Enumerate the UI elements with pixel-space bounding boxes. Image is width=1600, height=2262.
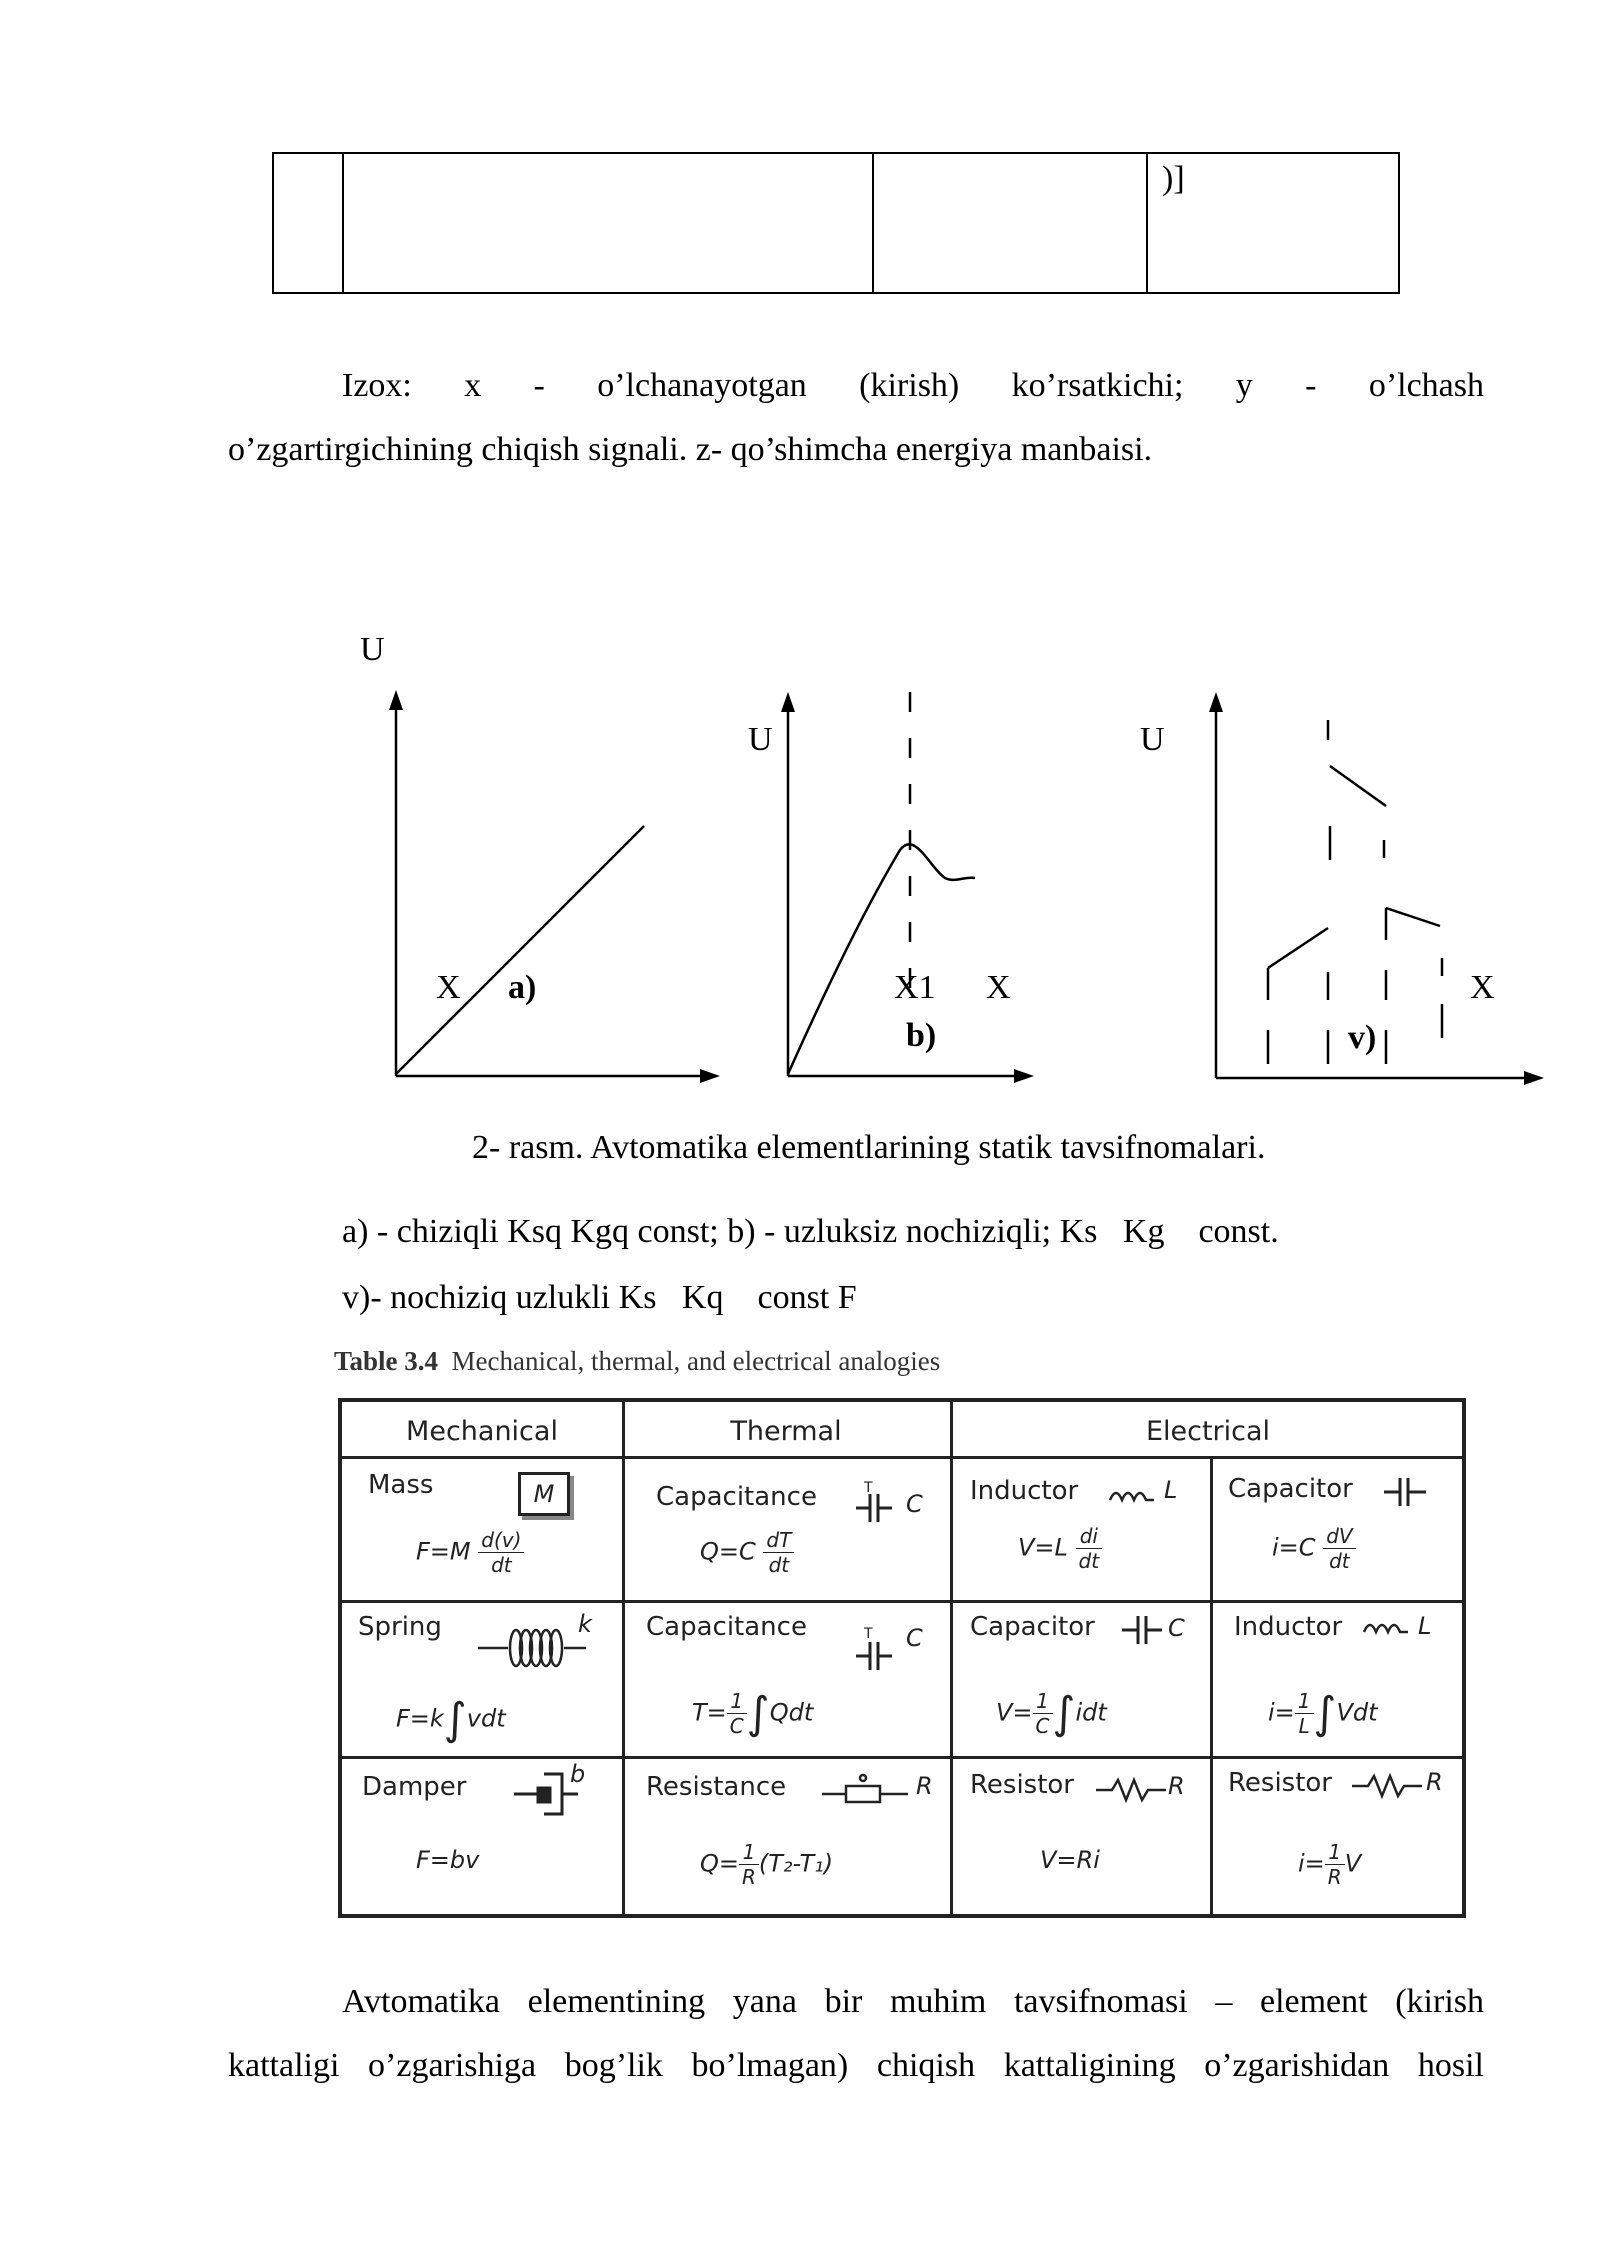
- body-line-2: kattaligi o’zgarishiga bog’lik bo’lmagan) chiqish kattaligining o’zgarishidan hosil: [228, 2047, 1484, 2084]
- cell-label: Resistor: [1228, 1768, 1332, 1798]
- formula-damper: F=bv: [416, 1846, 480, 1874]
- cell-label: Inductor: [970, 1476, 1079, 1506]
- graph-b-x1-label: X1: [894, 969, 936, 1006]
- analogies-table-number: Table 3.4: [334, 1346, 439, 1376]
- col-divider: [622, 1402, 625, 1914]
- inductor-symbol: L: [1164, 1476, 1178, 1504]
- formula-thermal-resistance: Q= $\frac{1}{R}$ (T₂-T₁): [700, 1840, 834, 1889]
- header-thermal: Thermal: [730, 1416, 842, 1447]
- table-divider: [342, 154, 344, 292]
- spring-icon: [478, 1614, 588, 1674]
- graph-v-y-label: U: [1140, 721, 1165, 758]
- cell-label: Capacitor: [970, 1612, 1095, 1642]
- cell-label: Capacitance: [656, 1482, 817, 1512]
- resistor-icon: [1096, 1774, 1168, 1804]
- formula-mass: F=M $\frac{d(v)}{dt}$: [416, 1528, 524, 1577]
- formula-resistor-voltage: V=Ri: [1040, 1846, 1100, 1874]
- formula-inductor-integral: i= $\frac{1}{L}$ ∫Vdt: [1268, 1688, 1378, 1739]
- inductor-symbol: L: [1418, 1612, 1432, 1640]
- thermal-resistor-icon: [822, 1772, 912, 1808]
- thermal-capacitance-icon: [854, 1480, 914, 1530]
- graph-v-tag: v): [1348, 1019, 1377, 1056]
- analogies-table-title: Mechanical, thermal, and electrical analogies: [451, 1346, 941, 1376]
- figure-caption: 2- rasm. Avtomatika elementlarining statik tavsifnomalari.: [472, 1129, 1266, 1166]
- inductor-icon: [1108, 1484, 1158, 1504]
- table-cell-text: )]: [1162, 160, 1185, 197]
- cell-label: Damper: [362, 1772, 467, 1802]
- row-divider: [342, 1756, 1462, 1759]
- figure-desc-2: v)- nochiziq uzlukli Ks Kq const F: [342, 1279, 857, 1316]
- cell-label: Mass: [368, 1470, 434, 1500]
- cell-label: Capacitor: [1228, 1474, 1353, 1504]
- capacitor-icon: [1120, 1610, 1170, 1650]
- graph-a-y-label: U: [360, 631, 385, 668]
- thermal-capacitance-icon: [854, 1624, 904, 1674]
- note-line-1: Izox: x - o’lchanayotgan (kirish) ko’rsatkichi; y - o’lchash: [342, 367, 1484, 404]
- graph-a-linear-line: [396, 826, 644, 1074]
- col-divider: [1210, 1456, 1213, 1914]
- graph-a-x-label: X: [436, 969, 461, 1006]
- table-divider: [1146, 154, 1148, 292]
- formula-spring: F=k∫vdt: [396, 1694, 506, 1745]
- analogies-table-caption: [334, 1346, 940, 1377]
- cell-label: Inductor: [1234, 1612, 1343, 1642]
- graph-b-nonlinear-curve: [788, 844, 975, 1074]
- cell-label: Spring: [358, 1612, 442, 1642]
- formula-capacitor: i=C $\frac{dV}{dt}$: [1272, 1524, 1356, 1573]
- cell-label: Resistor: [970, 1770, 1074, 1800]
- analogies-table: [338, 1398, 1466, 1918]
- inductor-icon: [1362, 1616, 1412, 1636]
- formula-resistor-current: i= $\frac{1}{R}$ V: [1298, 1840, 1362, 1889]
- mass-icon: M: [518, 1472, 570, 1516]
- formula-inductor: V=L $\frac{di}{dt}$: [1018, 1524, 1102, 1573]
- cell-label: Resistance: [646, 1772, 787, 1802]
- graph-v-step-2: [1386, 908, 1440, 926]
- graph-b-x-label: X: [986, 969, 1011, 1006]
- svg-text:T: T: [864, 1626, 873, 1642]
- graph-b-y-label: U: [748, 721, 773, 758]
- graph-v-x-label: X: [1470, 969, 1495, 1006]
- cell-label: Capacitance: [646, 1612, 807, 1642]
- capacitor-symbol: C: [1168, 1614, 1185, 1642]
- header-electrical: Electrical: [1145, 1416, 1271, 1447]
- graph-b-tag: b): [906, 1017, 937, 1054]
- spring-symbol: k: [578, 1610, 592, 1638]
- note-line-2: o’zgartirgichining chiqish signali. z- qo’shimcha energiya manbaisi.: [228, 431, 1153, 468]
- formula-thermal-integral: T= $\frac{1}{C}$ ∫Qdt: [692, 1688, 814, 1739]
- formula-thermal-capacitance: Q=C $\frac{dT}{dt}$: [700, 1528, 794, 1577]
- body-line-1: Avtomatika elementining yana bir muhim tavsifnomasi – element (kirish: [342, 1983, 1484, 2020]
- figure-desc-1: a) - chiziqli Ksq Kgq const; b) - uzluksiz nochiziqli; Ks Kg const.: [342, 1213, 1279, 1250]
- resistor-symbol: R: [1168, 1772, 1185, 1800]
- thermal-capacitance-symbol: C: [906, 1624, 923, 1652]
- row-divider: [342, 1600, 1462, 1603]
- graph-a-tag: a): [508, 969, 537, 1006]
- formula-capacitor-integral: V= $\frac{1}{C}$ ∫idt: [996, 1688, 1107, 1739]
- row-divider: [342, 1456, 1462, 1459]
- thermal-capacitance-symbol: C: [906, 1490, 923, 1518]
- graph-v-step-1: [1268, 928, 1328, 968]
- resistor-icon: [1352, 1770, 1424, 1800]
- damper-symbol: b: [570, 1760, 586, 1788]
- svg-text:T: T: [864, 1480, 873, 1496]
- thermal-resistor-symbol: R: [916, 1772, 933, 1800]
- col-divider: [950, 1402, 953, 1914]
- capacitor-icon: [1382, 1472, 1432, 1512]
- resistor-symbol: R: [1426, 1768, 1443, 1796]
- table-divider: [872, 154, 874, 292]
- top-table-fragment: [272, 152, 1400, 294]
- header-mechanical: Mechanical: [406, 1416, 558, 1447]
